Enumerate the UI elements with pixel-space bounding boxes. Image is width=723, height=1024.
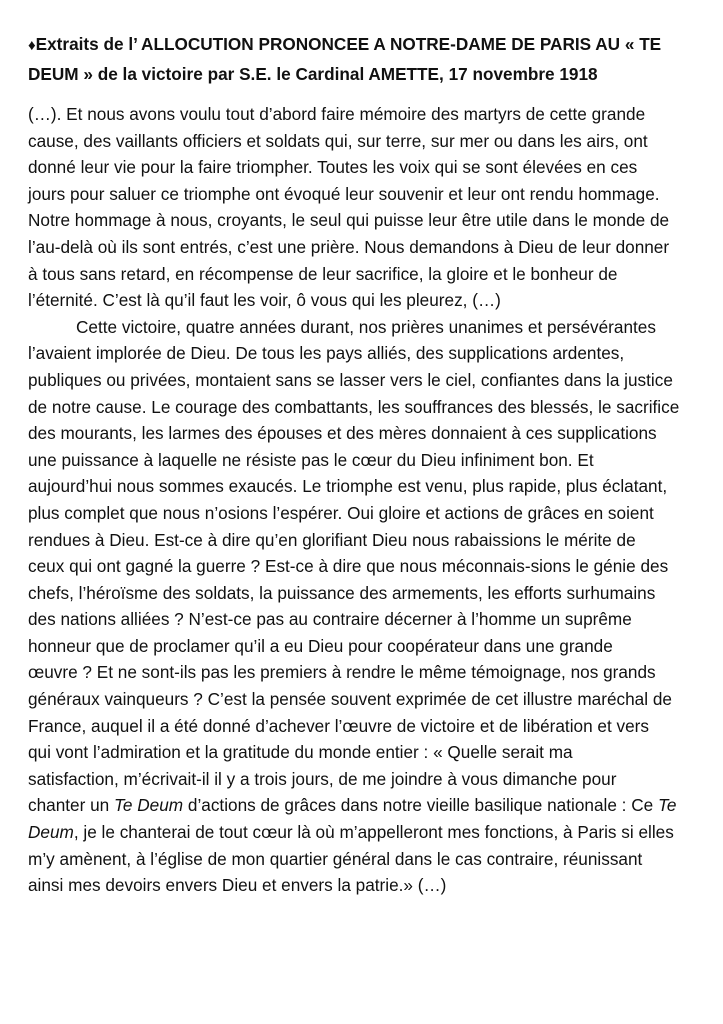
- body-line: généraux vainqueurs ? C’est la pensée souvent exprimée de cet illustre maréchal de: [28, 689, 672, 710]
- title-text-1: Extraits de l’ ALLOCUTION PRONONCEE A NOTRE-DAME DE PARIS AU « TE: [35, 34, 662, 54]
- title-line-2: DEUM » de la victoire par S.E. le Cardinal AMETTE, 17 novembre 1918: [28, 64, 598, 84]
- document-title: [28, 30, 710, 88]
- body-line: (…). Et nous avons voulu tout d’abord faire mémoire des martyrs de cette grande: [28, 104, 646, 124]
- body-line: l’au-delà où ils sont entrés, c’est une prière. Nous demandons à Dieu de leur donner: [28, 236, 670, 257]
- body-line: satisfaction, m’écrivait-il il y a trois jours, de me joindre à vous dimanche pour: [28, 768, 617, 789]
- body-line: ceux qui ont gagné la guerre ? Est-ce à dire que nous méconnais-sions le génie des: [28, 556, 669, 577]
- body-line: œuvre ? Et ne sont-ils pas les premiers à rendre le même témoignage, nos grands: [28, 662, 656, 683]
- title-line-1: [28, 30, 710, 60]
- body-text: chanter un: [28, 795, 114, 816]
- body-line-indented: Cette victoire, quatre années durant, nos prières unanimes et persévérantes: [76, 316, 656, 337]
- body-line: jours pour saluer ce triomphe ont évoqué leur souvenir et leur ont rendu hommage.: [28, 183, 660, 204]
- italic-te: Te: [657, 795, 677, 816]
- body-line: publiques ou privées, montaient sans se lasser vers le ciel, confiantes dans la justice: [28, 369, 673, 390]
- body-line: l’éternité. C’est là qu’il faut les voir, ô vous qui les pleurez, (…): [28, 290, 501, 311]
- body-text: d’actions de grâces dans notre vieille basilique nationale : Ce: [183, 795, 658, 816]
- body-line: de notre cause. Le courage des combattants, les souffrances des blessés, le sacrifice: [28, 396, 680, 417]
- body-line: donné leur vie pour la faire triompher. Toutes les voix qui se sont élevées en ces: [28, 157, 638, 178]
- body-line: des nations alliées ? N’est-ce pas au contraire décerner à l’homme un suprême: [28, 609, 632, 630]
- body-line: rendues à Dieu. Est-ce à dire qu’en glorifiant Dieu nous rabaissions le mérite de: [28, 529, 636, 550]
- body-line: cause, des vaillants officiers et soldats qui, sur terre, sur mer ou dans les airs, ont: [28, 130, 648, 151]
- body-line: une puissance à laquelle ne résiste pas le cœur du Dieu infiniment bon. Et: [28, 449, 594, 470]
- body-line: l’avaient implorée de Dieu. De tous les pays alliés, des supplications ardentes,: [28, 343, 625, 364]
- body-line: [28, 792, 710, 819]
- document-body: [28, 101, 710, 899]
- body-line: [28, 819, 710, 846]
- italic-te-deum: Te Deum: [114, 795, 184, 816]
- body-line: France, auquel il a été donné d’achever l’œuvre de victoire et de libération et vers: [28, 715, 649, 736]
- body-line: ainsi mes devoirs envers Dieu et envers la patrie.» (…): [28, 875, 447, 896]
- body-line: plus complet que nous n’osions l’espérer. Oui gloire et actions de grâces en soient: [28, 502, 654, 523]
- body-line: aujourd’hui nous sommes exaucés. Le triomphe est venu, plus rapide, plus éclatant,: [28, 476, 668, 497]
- body-line: chefs, l’héroïsme des soldats, la puissance des armements, les efforts surhumains: [28, 582, 656, 603]
- body-line: m’y amènent, à l’église de mon quartier général dans le cas contraire, réunissant: [28, 848, 643, 869]
- document-page: [28, 30, 710, 899]
- body-line: qui vont l’admiration et la gratitude du monde entier : « Quelle serait ma: [28, 742, 573, 763]
- body-line: Notre hommage à nous, croyants, le seul qui puisse leur être utile dans le monde de: [28, 210, 670, 231]
- diamond-bullet-icon: ♦: [28, 37, 36, 54]
- body-text: , je le chanterai de tout cœur là où m’appelleront mes fonctions, à Paris si elles: [73, 822, 674, 843]
- italic-deum: Deum: [28, 822, 74, 843]
- body-line: à tous sans retard, en récompense de leur sacrifice, la gloire et le bonheur de: [28, 263, 618, 284]
- body-line: des mourants, les larmes des épouses et des mères donnaient à ces supplications: [28, 423, 657, 444]
- body-line: honneur que de proclamer qu’il a eu Dieu pour coopérateur dans une grande: [28, 635, 613, 656]
